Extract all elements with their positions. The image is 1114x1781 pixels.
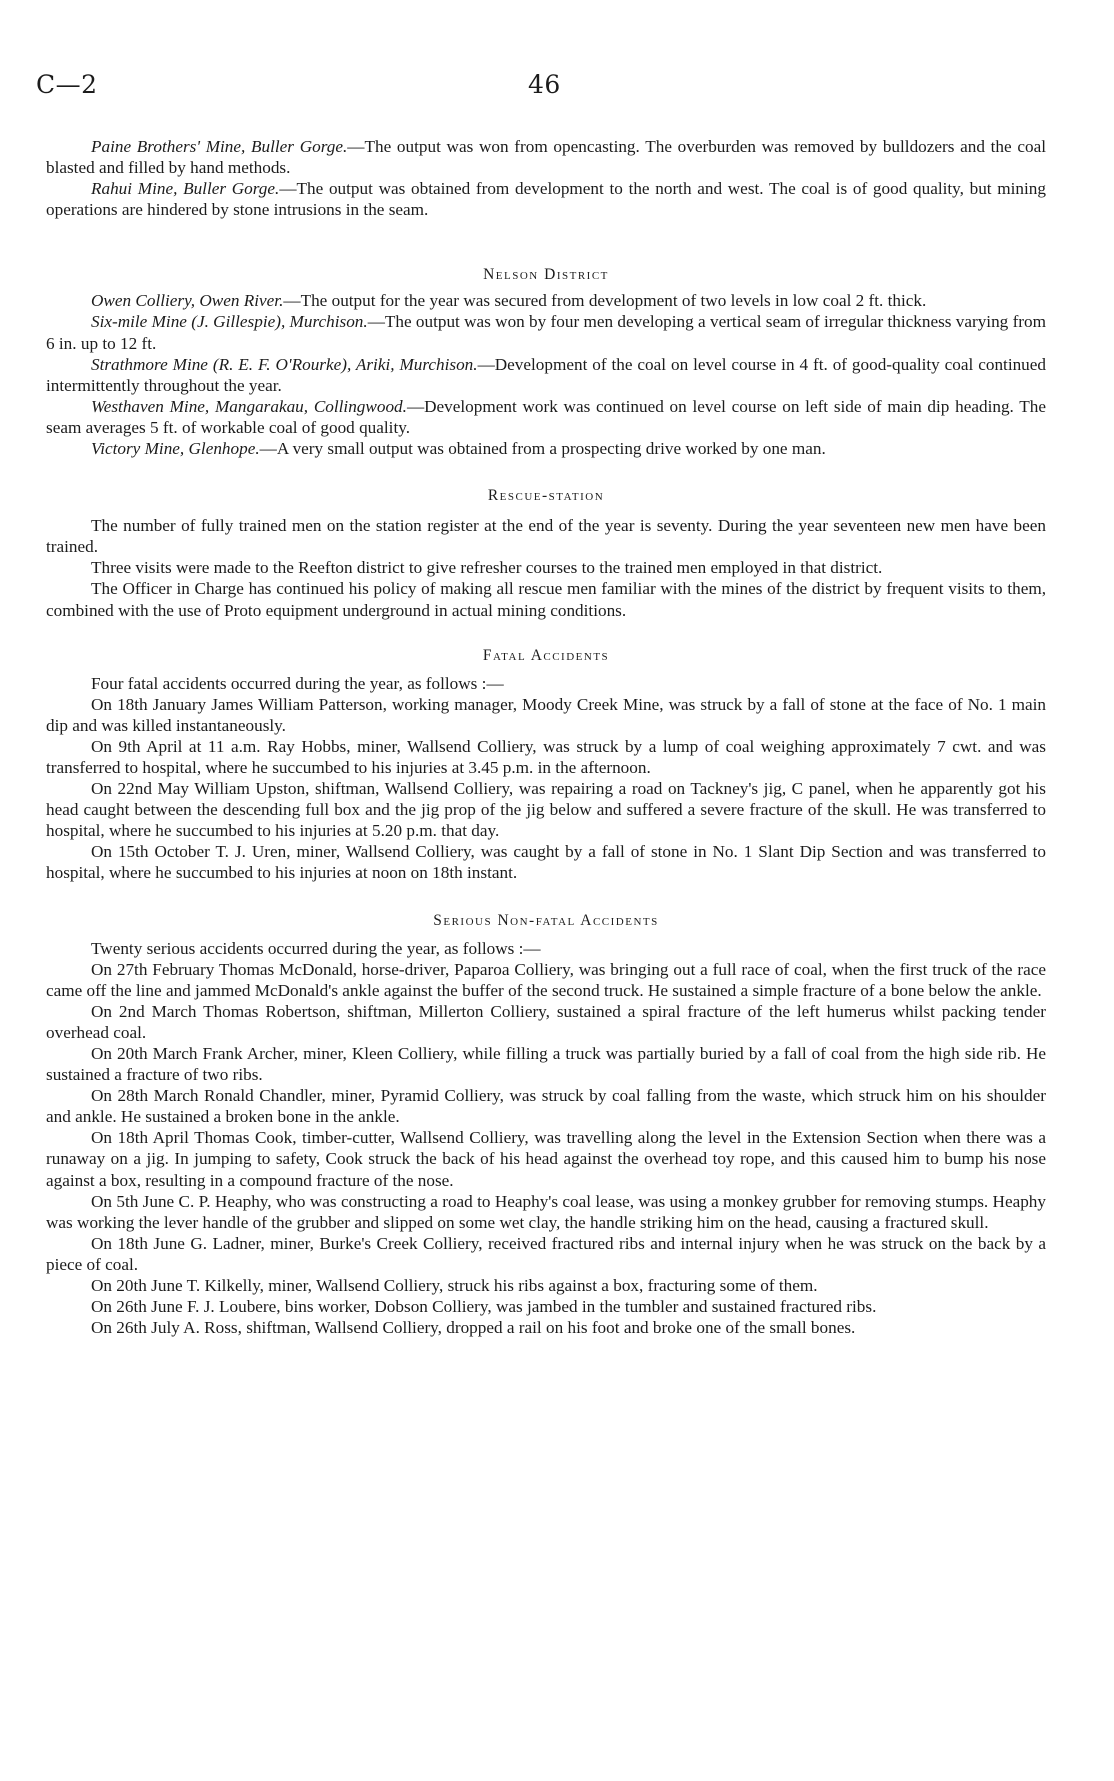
body-paragraph: On 5th June C. P. Heaphy, who was constructing a road to Heaphy's coal lease, was using a monkey grubber for removing stumps. Heaphy was working the lever handle of the grubber and slipped on some wet clay, the handle striking him on the head, causing a fractured skull. (46, 1191, 1046, 1232)
body-paragraph: The number of fully trained men on the station register at the end of the year is seventy. During the year seventeen new men have been trained. (46, 516, 1046, 557)
body-paragraph: Twenty serious accidents occurred during the year, as follows :— (91, 938, 541, 958)
body-paragraph: On 18th April Thomas Cook, timber-cutter, Wallsend Colliery, was travelling along the level in the Extension Section when there was a runaway on a jig. In jumping to safety, Cook struck the back of his head against the overhead toy rope, and this caused him to bump his nose against a box, resulting in a compound fracture of the nose. (46, 1128, 1046, 1190)
mine-name: Paine Brothers' Mine, Buller Gorge. (91, 137, 348, 156)
body-paragraph: On 9th April at 11 a.m. Ray Hobbs, miner, Wallsend Colliery, was struck by a lump of coal weighing approximately 7 cwt. and was transferred to hospital, where he succumbed to his injuries at 3.45 p.m. in the afternoon. (46, 736, 1046, 777)
report-reference: C—2 (36, 70, 98, 99)
mine-paragraph: Owen Colliery, Owen River.—The output for the year was secured from development of two levels in low coal 2 ft. thick. (91, 291, 927, 311)
mine-paragraph: Rahui Mine, Buller Gorge.—The output was obtained from development to the north and west. The coal is of good quality, but mining operations are hindered by stone intrusions in the seam. (46, 179, 1046, 220)
mine-paragraph: Paine Brothers' Mine, Buller Gorge.—The output was won from opencasting. The overburden was removed by bulldozers and the coal blasted and filled by hand methods. (46, 137, 1046, 178)
body-paragraph: On 20th June T. Kilkelly, miner, Wallsend Colliery, struck his ribs against a box, fracturing some of them. (91, 1276, 818, 1296)
mine-name: Six-mile Mine (J. Gillespie), Murchison. (91, 312, 368, 332)
mine-paragraph: Victory Mine, Glenhope.—A very small output was obtained from a prospecting drive worked by one man. (91, 439, 826, 459)
body-paragraph: On 26th June F. J. Loubere, bins worker, Dobson Colliery, was jambed in the tumbler and sustained fractured ribs. (91, 1297, 877, 1317)
body-paragraph: On 20th March Frank Archer, miner, Kleen Colliery, while filling a truck was partially buried by a fall of coal from the high side rib. He sustained a fracture of two ribs. (46, 1044, 1046, 1085)
section-heading-fatal-accidents: Fatal Accidents (482, 646, 610, 664)
mine-paragraph: Strathmore Mine (R. E. F. O'Rourke), Ariki, Murchison.—Development of the coal on level course in 4 ft. of good-quality coal continued intermittently throughout the year. (46, 354, 1047, 395)
body-paragraph: On 26th July A. Ross, shiftman, Wallsend Colliery, dropped a rail on his foot and broke one of the small bones. (91, 1318, 856, 1338)
page-content (46, 136, 1046, 1338)
body-paragraph: On 27th February Thomas McDonald, horse-driver, Paparoa Colliery, was bringing out a full race of coal, when the first truck of the race came off the line and jammed McDonald's ankle against the buffer of the second truck. He sustained a simple fracture of a bone below the ankle. (46, 959, 1046, 1000)
section-heading-serious-non-fatal-accidents: Serious Non-fatal Accidents (433, 911, 659, 929)
mine-name: Victory Mine, Glenhope. (91, 439, 260, 459)
body-paragraph: On 22nd May William Upston, shiftman, Wallsend Colliery, was repairing a road on Tackney's jig, C panel, when he apparently got his head caught between the descending full box and the jig prop of the jig below and suffered a severe fracture of the skull. He was transferred to hospital, where he succumbed to his injuries at 5.20 p.m. that day. (46, 779, 1046, 841)
mine-name: Owen Colliery, Owen River. (91, 291, 284, 311)
body-paragraph: Four fatal accidents occurred during the year, as follows :— (91, 673, 504, 693)
body-paragraph: On 28th March Ronald Chandler, miner, Pyramid Colliery, was struck by coal falling from the waste, which struck him on his shoulder and ankle. He sustained a broken bone in the ankle. (46, 1086, 1046, 1127)
body-paragraph: On 18th January James William Patterson, working manager, Moody Creek Mine, was struck by a fall of stone at the face of No. 1 main dip and was killed instantaneously. (46, 694, 1046, 735)
body-paragraph: Three visits were made to the Reefton district to give refresher courses to the trained men employed in that district. (91, 558, 883, 578)
body-paragraph: On 18th June G. Ladner, miner, Burke's Creek Colliery, received fractured ribs and internal injury when he was struck on the back by a piece of coal. (46, 1233, 1046, 1274)
mine-paragraph: Six-mile Mine (J. Gillespie), Murchison.—The output was won by four men developing a vertical seam of irregular thickness varying from 6 in. up to 12 ft. (46, 312, 1046, 353)
body-paragraph: On 2nd March Thomas Robertson, shiftman, Millerton Colliery, sustained a spiral fracture of the left humerus whilst packing tender overhead coal. (46, 1001, 1046, 1042)
section-heading-rescue-station: Rescue-station (487, 487, 605, 505)
mine-name: Strathmore Mine (R. E. F. O'Rourke), Ariki, Murchison. (91, 354, 478, 374)
page-number: 46 (528, 70, 561, 99)
mine-name: Rahui Mine, Buller Gorge. (91, 179, 280, 199)
body-paragraph: On 15th October T. J. Uren, miner, Wallsend Colliery, was caught by a fall of stone in No. 1 Slant Dip Section and was transferred to hospital, where he succumbed to his injuries at noon on 18th instant. (46, 842, 1046, 883)
body-paragraph: The Officer in Charge has continued his policy of making all rescue men familiar with the mines of the district by frequent visits to them, combined with the use of Proto equipment underground in actual mining conditions. (46, 579, 1046, 620)
mine-name: Westhaven Mine, Mangarakau, Collingwood. (91, 396, 407, 416)
mine-paragraph: Westhaven Mine, Mangarakau, Collingwood.—Development work was continued on level course on left side of main dip heading. The seam averages 5 ft. of workable coal of good quality. (46, 396, 1047, 437)
section-heading-nelson-district: Nelson District (483, 266, 609, 284)
